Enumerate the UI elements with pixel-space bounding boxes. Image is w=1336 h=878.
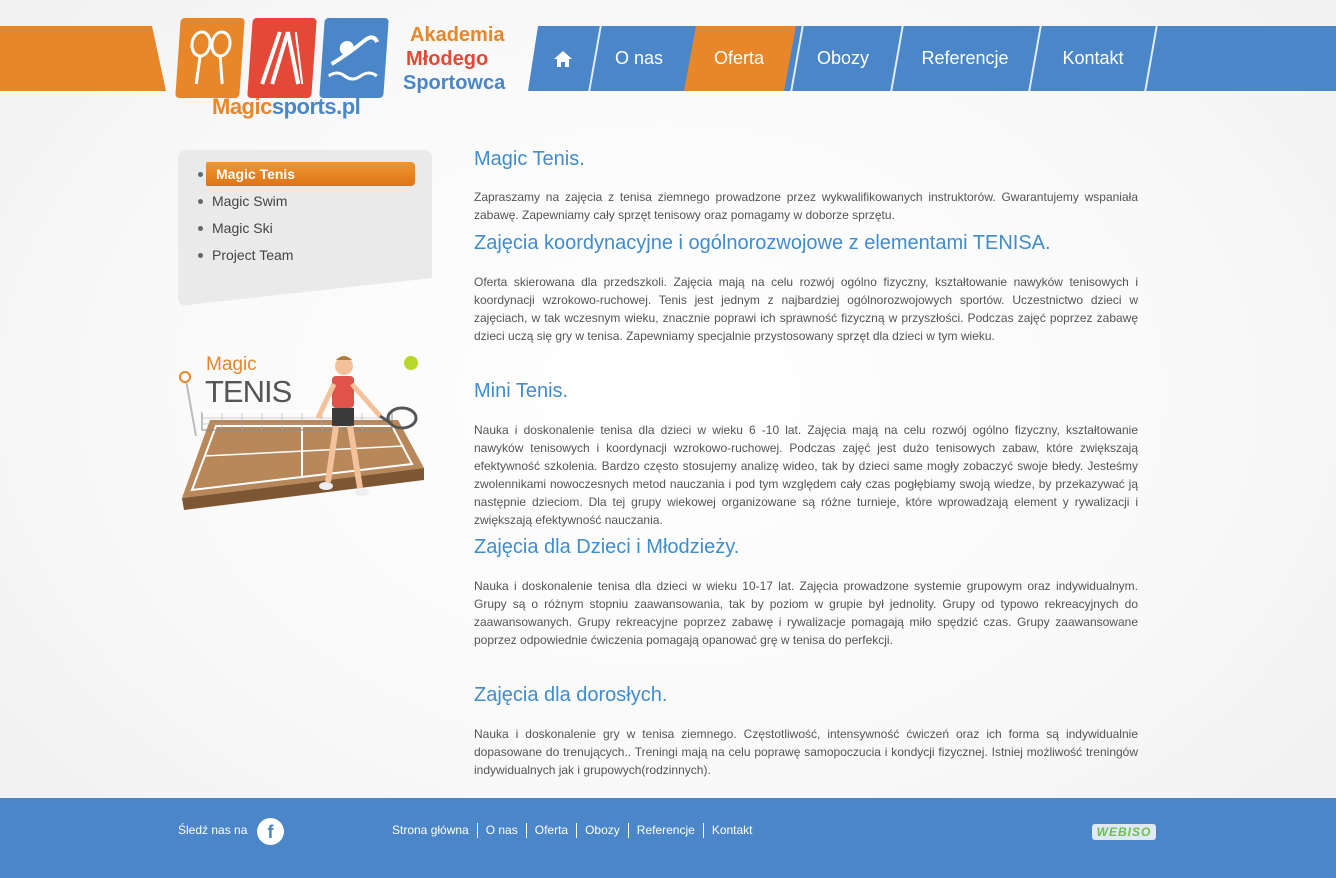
footer-link-obozy[interactable]: Obozy [576, 823, 628, 838]
sidebar-item-label: Project Team [212, 247, 294, 263]
bullet-icon [198, 199, 203, 204]
footer-link-o-nas[interactable]: O nas [477, 823, 526, 838]
swim-icon [319, 18, 389, 98]
sidebar-item-label: Magic Swim [212, 193, 288, 209]
sidebar-item-magic-ski[interactable] [198, 216, 415, 243]
section-text: Zapraszamy na zajęcia z tenisa ziemnego prowadzone przez wykwalifikowanych instruktorów. Gwarantujemy wspaniała zabawę. Zapewniamy cały sprzęt tenisowy oraz pomagamy w doborze sprzętu. [474, 190, 1138, 222]
sidebar-item-magic-tenis[interactable] [198, 162, 415, 189]
sidebar-item-label: Magic Ski [212, 220, 273, 236]
sidebar-menu [198, 162, 415, 270]
section-title: Mini Tenis. [474, 380, 569, 402]
footer-link-kontakt[interactable]: Kontakt [703, 823, 761, 838]
logo-tagline-2: Młodego [406, 48, 489, 70]
section-text: Nauka i doskonalenie gry w tenisa ziemnego. Częstotliwość, intensywność ćwiczeń oraz ich forma są indywidualnie dopasowane do trenujących.. Treningi mają na celu poprawę samopoczucia i kondycji fizycznej. Istniej możliwość treningów indywidualnych jak i grupowych(rodzinnych). [474, 727, 1138, 777]
section-title: Zajęcia dla Dzieci i Młodzieży. [474, 536, 740, 558]
promo-title-magic: Magic [206, 354, 257, 375]
follow-label: Śledź nas na [178, 823, 248, 837]
footer-links [392, 823, 761, 838]
bullet-icon [198, 253, 203, 258]
nav-home[interactable] [536, 26, 590, 91]
nav-item-obozy[interactable]: Obozy [816, 48, 870, 68]
nav-item-kontakt[interactable]: Kontakt [1062, 48, 1124, 68]
logo-tagline-3: Sportowca [403, 72, 506, 94]
section-text: Nauka i doskonalenie tenisa dla dzieci w wieku 10-17 lat. Zajęcia prowadzone systemie grupowym oraz indywidualnym. Grupy są o różnym stopniu zaawansowania, tak by poziom w grupie był jednolity. Grupy od typowo rekreacyjnych do zaawansowanych. Grupy rekreacyjne poprzez zabawę i rywalizacje pomagają miło spędzić czas. Grupy zaawansowane poprzez odpowiednie ćwiczenia pomagają opanować grę w tenisa do perfekcji. [474, 579, 1138, 647]
magic-tenis-promo[interactable] [176, 348, 432, 524]
sidebar-item-project-team[interactable] [198, 243, 415, 270]
ski-icon [247, 18, 317, 98]
header-left-bar [0, 26, 166, 91]
nav-item-o-nas[interactable]: O nas [614, 48, 664, 68]
sidebar-item-label: Magic Tenis [206, 162, 415, 186]
logo-domain: Magicsports.pl [212, 94, 361, 119]
section-text: Oferta skierowana dla przedszkoli. Zajęcia mają na celu rozwój ogólno fizyczny, kształtowanie nawyków tenisowych i koordynacji wzrokowo-ruchowej. Tenis jest jednym z najbardziej ogólnorozwojowych sportów. Uczestnictwo dzieci w zajęciach, w tak wczesnym wieku, znacznie poprawi ich sprawność fizyczną w przyszłości. Podczas zajęć poprzez zabawę dzieci uczą się gry w tenisa. Zapewniamy specjalnie przystosowany sprzęt dla dzieci w tym wieku. [474, 275, 1138, 343]
logo[interactable] [178, 14, 518, 120]
bullet-icon [198, 172, 203, 177]
footer-link-oferta[interactable]: Oferta [526, 823, 576, 838]
logo-tagline-1: Akademia [410, 24, 505, 46]
footer-link-home[interactable]: Strona główna [392, 823, 469, 837]
section-text: Nauka i doskonalenie tenisa dla dzieci w wieku 6 -10 lat. Zajęcia mają na celu rozwój ogólno fizyczny, kształtowanie nawyków tenisowych i koordynacji wzrokowo-ruchowej. Podczas zajęć jest dużo tenisowych zabaw, które zwiększają efektywność szkolenia. Bardzo często stosujemy analizę wideo, tak by dzieci same mogły zobaczyć swoje błedy. Jesteśmy zwolennikami nowoczesnych metod nauczania i pod tym względem cały czas pogłębiamy swoją wiedze, by przekazywać ją następnie dzieciom. Dla tej grupy wiekowej organizowane są różne turnieje, które wprowadzają element y rywalizacji i zwiększają efektywność nauczania. [474, 423, 1138, 527]
nav-item-referencje[interactable]: Referencje [921, 48, 1009, 68]
footer-link-referencje[interactable]: Referencje [628, 823, 703, 838]
section-title: Zajęcia koordynacyjne i ogólnorozwojowe z elementami TENISA. [474, 232, 1051, 254]
bullet-icon [198, 226, 203, 231]
section-title: Magic Tenis. [474, 148, 585, 170]
webiso-logo[interactable]: WEBISO [1092, 824, 1156, 840]
home-icon [554, 51, 572, 67]
sidebar-item-magic-swim[interactable] [198, 189, 415, 216]
promo-title-tenis: TENIS [205, 374, 292, 409]
section-title: Zajęcia dla dorosłych. [474, 684, 668, 706]
nav-item-oferta[interactable]: Oferta [713, 48, 765, 68]
facebook-icon[interactable]: f [257, 818, 284, 845]
tennis-icon [175, 18, 245, 98]
